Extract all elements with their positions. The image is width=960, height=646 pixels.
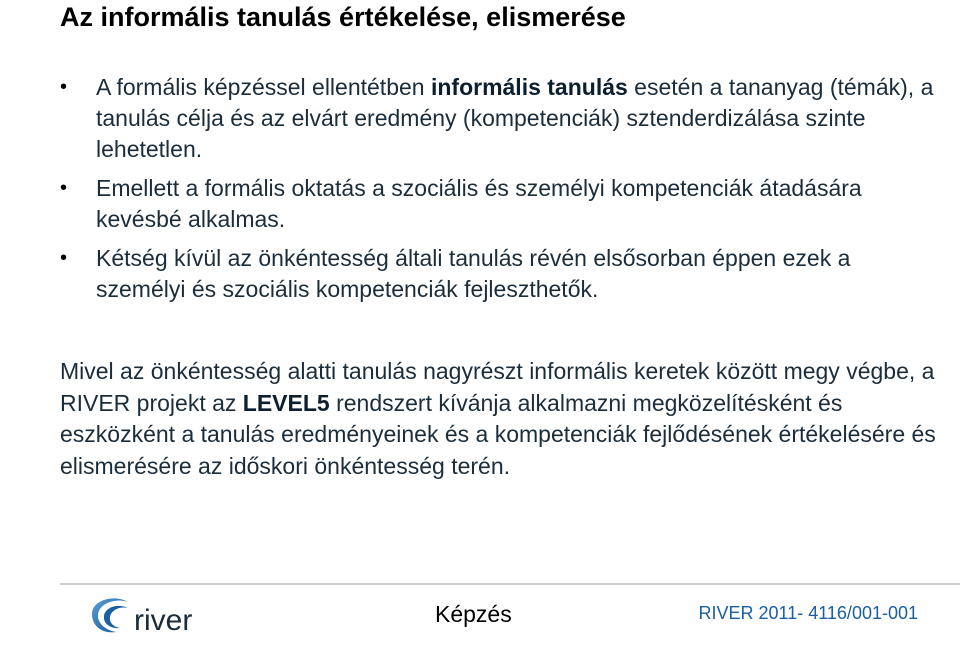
swirl-icon bbox=[92, 598, 128, 632]
paragraph-text-after: rendszert kívánja alkalmazni megközelítésként és eszközként a tanulás eredményeinek és a kompetenciák fejlődésének értékelésére és elismerésére az időskori önkéntesség terén. bbox=[60, 389, 936, 479]
bullet-marker: • bbox=[60, 177, 68, 199]
bullet-item-3 bbox=[60, 243, 940, 305]
footer-project-code: RIVER 2011- 4116/001-001 bbox=[698, 603, 918, 623]
footer-divider bbox=[60, 583, 960, 585]
bullet-list bbox=[60, 72, 940, 313]
bullet-item-1 bbox=[60, 72, 940, 165]
bullet-text: Emellett a formális oktatás a szociális és személyi kompetenciák átadására kevésbé alkalmas. bbox=[96, 175, 862, 232]
paragraph-text-bold: LEVEL5 bbox=[242, 389, 330, 416]
logo-wordmark: river bbox=[134, 604, 193, 637]
paragraph-text-before: Mivel az önkéntesség alatti tanulás nagyrészt informális keretek között megy végbe, a RIVER projekt az bbox=[60, 358, 935, 416]
footer-section-label: Képzés bbox=[435, 601, 512, 627]
bullet-text-before: A formális képzéssel ellentétben bbox=[96, 74, 431, 100]
bullet-text-after: esetén a tananyag (témák), a tanulás célja és az elvárt eredmény (kompetenciák) sztenderdizálása szinte lehetetlen. bbox=[96, 74, 934, 162]
slide-title: Az informális tanulás értékelése, elismerése bbox=[60, 2, 626, 32]
bullet-text-bold: informális tanulás bbox=[430, 74, 628, 100]
bullet-item-2 bbox=[60, 173, 940, 235]
bullet-text: Kétség kívül az önkéntesség általi tanulás révén elsősorban éppen ezek a személyi és szociális kompetenciák fejleszthetők. bbox=[96, 245, 851, 302]
body-paragraph bbox=[60, 356, 940, 482]
bullet-marker: • bbox=[60, 247, 68, 269]
river-logo bbox=[88, 592, 228, 638]
bullet-marker: • bbox=[60, 76, 68, 98]
